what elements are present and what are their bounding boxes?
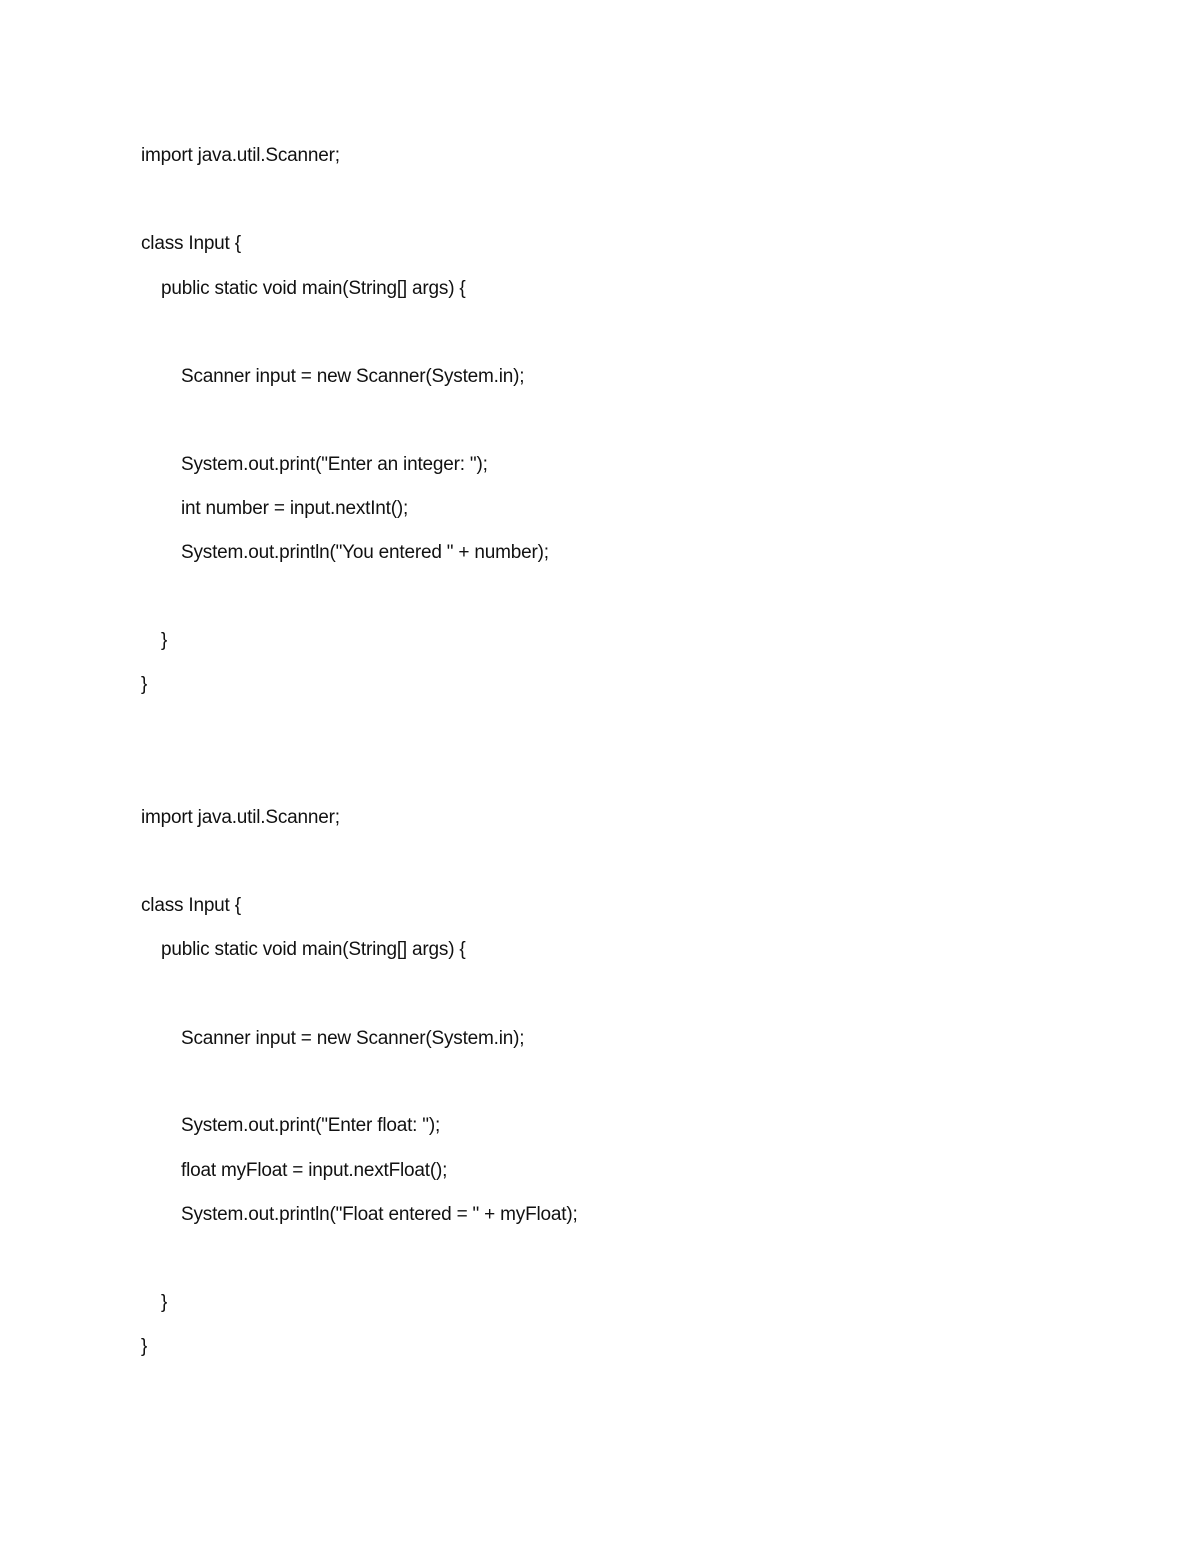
code-line: class Input { [141,233,241,254]
code-line: Scanner input = new Scanner(System.in); [181,1028,525,1049]
code-line: class Input { [141,895,241,916]
code-line: System.out.println("Float entered = " + myFloat); [181,1204,578,1225]
code-line: } [141,1336,148,1357]
code-line: Scanner input = new Scanner(System.in); [181,366,525,387]
code-line: System.out.print("Enter float: "); [181,1115,441,1136]
code-line: System.out.print("Enter an integer: "); [181,454,488,475]
code-line: public static void main(String[] args) { [161,278,466,299]
code-line: System.out.println("You entered " + number); [181,542,549,563]
code-line: } [161,1292,168,1313]
code-line: } [161,630,168,651]
code-line: int number = input.nextInt(); [181,498,409,519]
code-line: float myFloat = input.nextFloat(); [181,1160,448,1181]
code-line: } [141,674,148,695]
code-line: import java.util.Scanner; [141,145,340,166]
code-line: import java.util.Scanner; [141,807,340,828]
code-line: public static void main(String[] args) { [161,939,466,960]
